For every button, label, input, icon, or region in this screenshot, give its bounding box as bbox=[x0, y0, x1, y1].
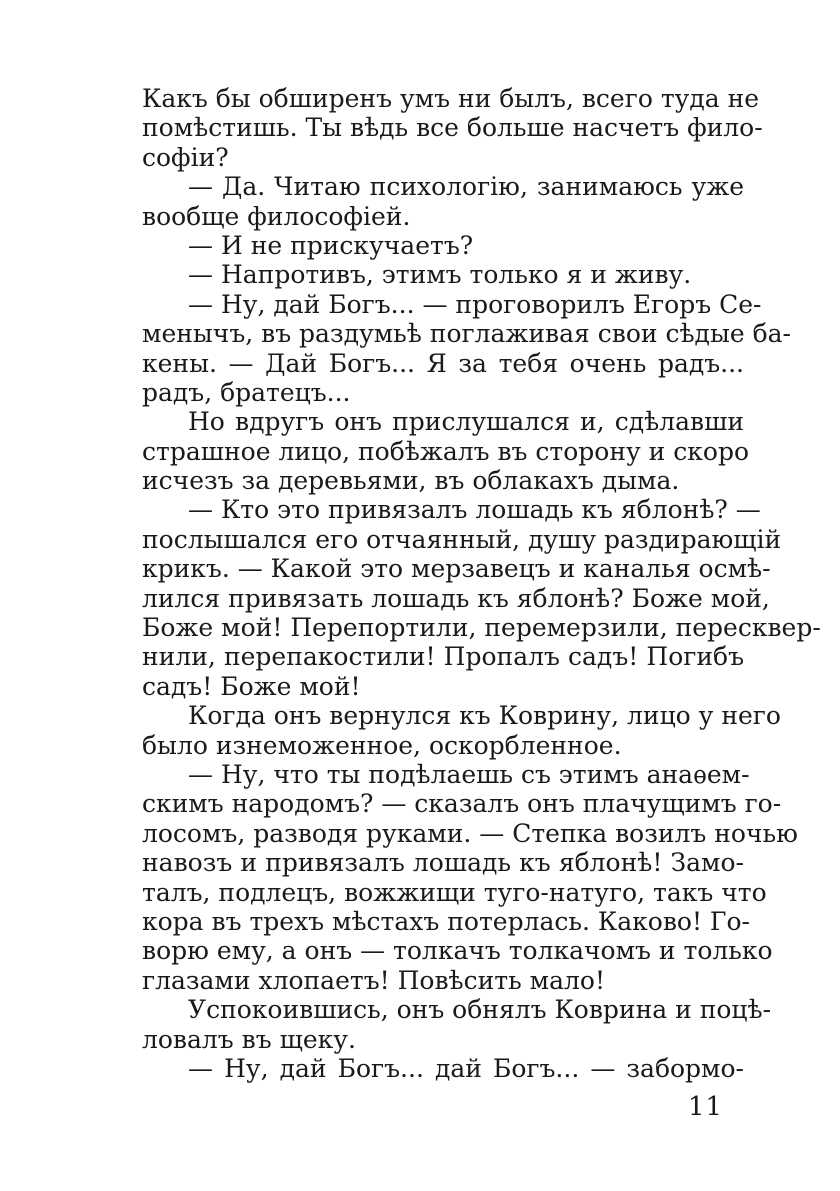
text-line: садъ! Боже мой! bbox=[142, 671, 361, 701]
text-line: скимъ народомъ? — сказалъ онъ плачущимъ го- bbox=[142, 789, 782, 819]
text-line: исчезъ за деревьями, въ облакахъ дыма. bbox=[142, 466, 680, 496]
text-line: — Да. Читаю психологію, занимаюсь уже bbox=[188, 172, 744, 202]
text-line: лился привязать лошадь къ яблонѣ? Боже мой, bbox=[142, 583, 770, 613]
text-line: софіи? bbox=[142, 142, 229, 172]
text-line: — И не прискучаетъ? bbox=[188, 230, 474, 260]
body-text bbox=[142, 84, 821, 1083]
text-line: страшное лицо, побѣжалъ въ сторону и скоро bbox=[142, 436, 750, 466]
text-line: Какъ бы обширенъ умъ ни былъ, всего туда не bbox=[142, 84, 760, 113]
text-line: Успокоившись, онъ обнялъ Коврина и поцѣ- bbox=[188, 995, 772, 1025]
text-line: крикъ. — Какой это мерзавецъ и каналья осмѣ- bbox=[142, 554, 771, 584]
text-line: — Ну, дай Богъ... дай Богъ... — забормо- bbox=[188, 1053, 744, 1083]
text-line: лосомъ, разводя руками. — Степка возилъ ночью bbox=[142, 818, 798, 848]
text-line: ворю ему, а онъ — толкачъ толкачомъ и только bbox=[142, 936, 773, 966]
text-line: — Ну, что ты подѣлаешь съ этимъ анаѳем- bbox=[188, 759, 750, 789]
text-line: — Кто это привязалъ лошадь къ яблонѣ? — bbox=[188, 495, 761, 525]
text-line: талъ, подлецъ, вожжищи туго-натуго, такъ что bbox=[142, 877, 767, 907]
text-line: глазами хлопаетъ! Повѣсить мало! bbox=[142, 965, 605, 995]
text-line: Но вдругъ онъ прислушался и, сдѣлавши bbox=[188, 407, 744, 437]
text-line: вообще философіей. bbox=[142, 201, 411, 231]
text-line: — Напротивъ, этимъ только я и живу. bbox=[188, 260, 692, 290]
text-line: навозъ и привязалъ лошадь къ яблонѣ! Замо- bbox=[142, 848, 744, 878]
text-line: менычъ, въ раздумьѣ поглаживая свои сѣдые ба- bbox=[142, 319, 791, 349]
text-line: ловалъ въ щеку. bbox=[142, 1024, 356, 1054]
text-line: нили, перепакостили! Пропалъ садъ! Погибъ bbox=[142, 642, 744, 672]
text-line: было изнеможенное, оскорбленное. bbox=[142, 730, 622, 760]
text-line: радъ, братецъ... bbox=[142, 377, 351, 407]
text-line: кора въ трехъ мѣстахъ потерлась. Каково! Го- bbox=[142, 906, 750, 936]
text-line: — Ну, дай Богъ... — проговорилъ Егоръ Се- bbox=[188, 289, 762, 319]
text-line: Когда онъ вернулся къ Коврину, лицо у него bbox=[188, 701, 781, 731]
text-line: кены. — Дай Богъ... Я за тебя очень радъ... bbox=[142, 348, 744, 378]
page-number: 11 bbox=[688, 1092, 724, 1122]
text-line: послышался его отчаянный, душу раздирающій bbox=[142, 524, 782, 554]
text-line: помѣстишь. Ты вѣдь все больше насчетъ фило- bbox=[142, 113, 763, 143]
text-line: Боже мой! Перепортили, перемерзили, пересквер- bbox=[142, 613, 821, 643]
